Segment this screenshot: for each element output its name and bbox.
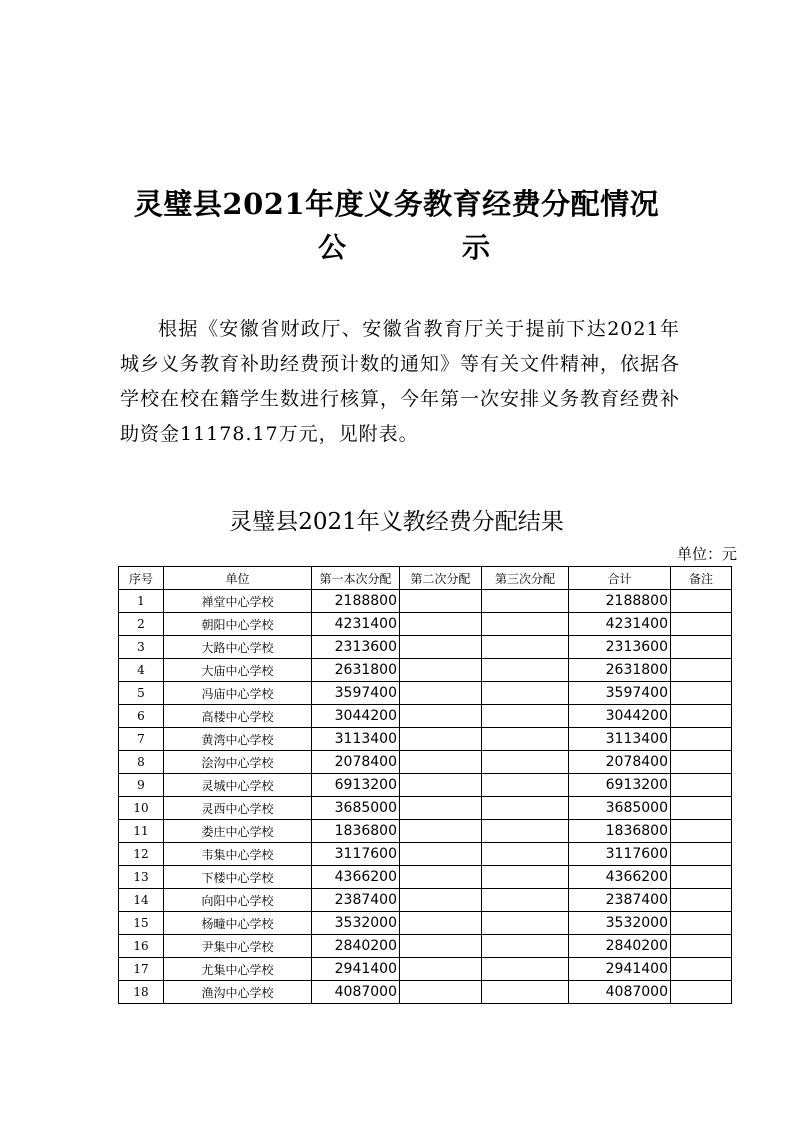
table-row	[119, 866, 732, 889]
cell-first-allocation: 3597400	[312, 682, 400, 705]
cell-total: 3113400	[569, 728, 671, 751]
cell-school: 浍沟中心学校	[164, 751, 312, 774]
cell-first-allocation: 2078400	[312, 751, 400, 774]
cell-first-allocation: 3685000	[312, 797, 400, 820]
cell-first-allocation: 3044200	[312, 705, 400, 728]
cell-total: 2387400	[569, 889, 671, 912]
cell-remark	[671, 843, 732, 866]
cell-total: 1836800	[569, 820, 671, 843]
cell-first-allocation: 2840200	[312, 935, 400, 958]
cell-remark	[671, 866, 732, 889]
cell-index: 12	[119, 843, 164, 866]
col-header-first: 第一本次分配	[312, 567, 400, 590]
subtitle-right: 示	[462, 231, 491, 264]
cell-index: 14	[119, 889, 164, 912]
cell-third-allocation	[482, 659, 569, 682]
cell-total: 3117600	[569, 843, 671, 866]
cell-remark	[671, 797, 732, 820]
cell-total: 4087000	[569, 981, 671, 1004]
cell-third-allocation	[482, 820, 569, 843]
cell-third-allocation	[482, 682, 569, 705]
table-header-row	[119, 567, 732, 590]
table-row	[119, 981, 732, 1004]
cell-index: 5	[119, 682, 164, 705]
document-title: 灵璧县2021年度义务教育经费分配情况	[133, 187, 660, 221]
table-row	[119, 705, 732, 728]
cell-second-allocation	[400, 659, 482, 682]
paragraph-text: 根据《安徽省财政厅、安徽省教育厅关于提前下达2021年城乡义务教育补助经费预计数的通知》等有关文件精神，依据各学校在校在籍学生数进行核算，今年第一次安排义务教育经费补助资金11178.17万元，见附表。	[120, 318, 681, 445]
cell-index: 1	[119, 590, 164, 613]
cell-school: 向阳中心学校	[164, 889, 312, 912]
cell-total: 3532000	[569, 912, 671, 935]
cell-first-allocation: 3117600	[312, 843, 400, 866]
cell-school: 冯庙中心学校	[164, 682, 312, 705]
table-row	[119, 958, 732, 981]
cell-first-allocation: 2387400	[312, 889, 400, 912]
table-title: 灵璧县2021年义教经费分配结果	[229, 509, 564, 535]
cell-total: 4231400	[569, 613, 671, 636]
cell-first-allocation: 6913200	[312, 774, 400, 797]
cell-school: 灵城中心学校	[164, 774, 312, 797]
cell-school: 禅堂中心学校	[164, 590, 312, 613]
cell-school: 尤集中心学校	[164, 958, 312, 981]
cell-second-allocation	[400, 820, 482, 843]
cell-third-allocation	[482, 912, 569, 935]
cell-third-allocation	[482, 728, 569, 751]
cell-total: 4366200	[569, 866, 671, 889]
cell-first-allocation: 2631800	[312, 659, 400, 682]
cell-third-allocation	[482, 613, 569, 636]
allocation-table	[118, 566, 732, 1004]
table-row	[119, 682, 732, 705]
cell-third-allocation	[482, 843, 569, 866]
cell-remark	[671, 751, 732, 774]
cell-index: 10	[119, 797, 164, 820]
cell-third-allocation	[482, 797, 569, 820]
cell-index: 16	[119, 935, 164, 958]
cell-first-allocation: 3113400	[312, 728, 400, 751]
cell-school: 高楼中心学校	[164, 705, 312, 728]
table-row	[119, 797, 732, 820]
cell-remark	[671, 728, 732, 751]
cell-second-allocation	[400, 866, 482, 889]
cell-second-allocation	[400, 590, 482, 613]
cell-third-allocation	[482, 935, 569, 958]
cell-second-allocation	[400, 797, 482, 820]
cell-remark	[671, 958, 732, 981]
cell-total: 2941400	[569, 958, 671, 981]
cell-total: 2078400	[569, 751, 671, 774]
cell-total: 2840200	[569, 935, 671, 958]
body-paragraph	[120, 312, 680, 452]
cell-index: 8	[119, 751, 164, 774]
cell-index: 13	[119, 866, 164, 889]
subtitle-left: 公	[318, 231, 347, 264]
col-header-unit: 单位	[164, 567, 312, 590]
cell-third-allocation	[482, 889, 569, 912]
cell-school: 朝阳中心学校	[164, 613, 312, 636]
cell-remark	[671, 613, 732, 636]
cell-second-allocation	[400, 705, 482, 728]
cell-total: 3685000	[569, 797, 671, 820]
cell-school: 下楼中心学校	[164, 866, 312, 889]
cell-first-allocation: 3532000	[312, 912, 400, 935]
cell-first-allocation: 4366200	[312, 866, 400, 889]
table-row	[119, 636, 732, 659]
table-row	[119, 751, 732, 774]
cell-index: 4	[119, 659, 164, 682]
cell-school: 大路中心学校	[164, 636, 312, 659]
cell-remark	[671, 705, 732, 728]
cell-first-allocation: 2941400	[312, 958, 400, 981]
cell-index: 15	[119, 912, 164, 935]
cell-third-allocation	[482, 774, 569, 797]
cell-second-allocation	[400, 751, 482, 774]
cell-index: 9	[119, 774, 164, 797]
table-row	[119, 935, 732, 958]
cell-school: 杨疃中心学校	[164, 912, 312, 935]
cell-index: 2	[119, 613, 164, 636]
cell-third-allocation	[482, 958, 569, 981]
table-row	[119, 820, 732, 843]
cell-school: 娄庄中心学校	[164, 820, 312, 843]
cell-second-allocation	[400, 613, 482, 636]
cell-first-allocation: 2313600	[312, 636, 400, 659]
cell-second-allocation	[400, 935, 482, 958]
cell-index: 11	[119, 820, 164, 843]
cell-index: 3	[119, 636, 164, 659]
cell-first-allocation: 1836800	[312, 820, 400, 843]
cell-third-allocation	[482, 866, 569, 889]
cell-third-allocation	[482, 636, 569, 659]
table-row	[119, 613, 732, 636]
cell-second-allocation	[400, 958, 482, 981]
col-header-third: 第三次分配	[482, 567, 569, 590]
cell-school: 大庙中心学校	[164, 659, 312, 682]
cell-index: 6	[119, 705, 164, 728]
cell-total: 2313600	[569, 636, 671, 659]
cell-second-allocation	[400, 636, 482, 659]
cell-total: 6913200	[569, 774, 671, 797]
table-row	[119, 774, 732, 797]
cell-second-allocation	[400, 774, 482, 797]
col-header-index: 序号	[119, 567, 164, 590]
cell-school: 黄湾中心学校	[164, 728, 312, 751]
cell-total: 2188800	[569, 590, 671, 613]
table-row	[119, 659, 732, 682]
cell-second-allocation	[400, 889, 482, 912]
cell-school: 韦集中心学校	[164, 843, 312, 866]
cell-total: 3597400	[569, 682, 671, 705]
table-row	[119, 843, 732, 866]
cell-third-allocation	[482, 981, 569, 1004]
cell-remark	[671, 820, 732, 843]
cell-second-allocation	[400, 981, 482, 1004]
cell-school: 渔沟中心学校	[164, 981, 312, 1004]
cell-second-allocation	[400, 843, 482, 866]
cell-school: 灵西中心学校	[164, 797, 312, 820]
cell-remark	[671, 935, 732, 958]
col-header-second: 第二次分配	[400, 567, 482, 590]
unit-label: 单位：元	[676, 545, 737, 563]
cell-first-allocation: 4231400	[312, 613, 400, 636]
col-header-total: 合计	[569, 567, 671, 590]
table-row	[119, 728, 732, 751]
cell-second-allocation	[400, 682, 482, 705]
cell-total: 2631800	[569, 659, 671, 682]
cell-index: 7	[119, 728, 164, 751]
cell-remark	[671, 774, 732, 797]
cell-total: 3044200	[569, 705, 671, 728]
cell-second-allocation	[400, 728, 482, 751]
cell-remark	[671, 889, 732, 912]
cell-third-allocation	[482, 751, 569, 774]
document-subtitle	[0, 226, 793, 266]
cell-remark	[671, 636, 732, 659]
cell-index: 17	[119, 958, 164, 981]
cell-remark	[671, 912, 732, 935]
cell-third-allocation	[482, 705, 569, 728]
cell-remark	[671, 981, 732, 1004]
cell-second-allocation	[400, 912, 482, 935]
table-body	[119, 590, 732, 1004]
cell-third-allocation	[482, 590, 569, 613]
cell-remark	[671, 659, 732, 682]
cell-first-allocation: 4087000	[312, 981, 400, 1004]
table-row	[119, 889, 732, 912]
table-row	[119, 590, 732, 613]
cell-school: 尹集中心学校	[164, 935, 312, 958]
col-header-remark: 备注	[671, 567, 732, 590]
cell-first-allocation: 2188800	[312, 590, 400, 613]
cell-remark	[671, 590, 732, 613]
cell-remark	[671, 682, 732, 705]
table-row	[119, 912, 732, 935]
cell-index: 18	[119, 981, 164, 1004]
